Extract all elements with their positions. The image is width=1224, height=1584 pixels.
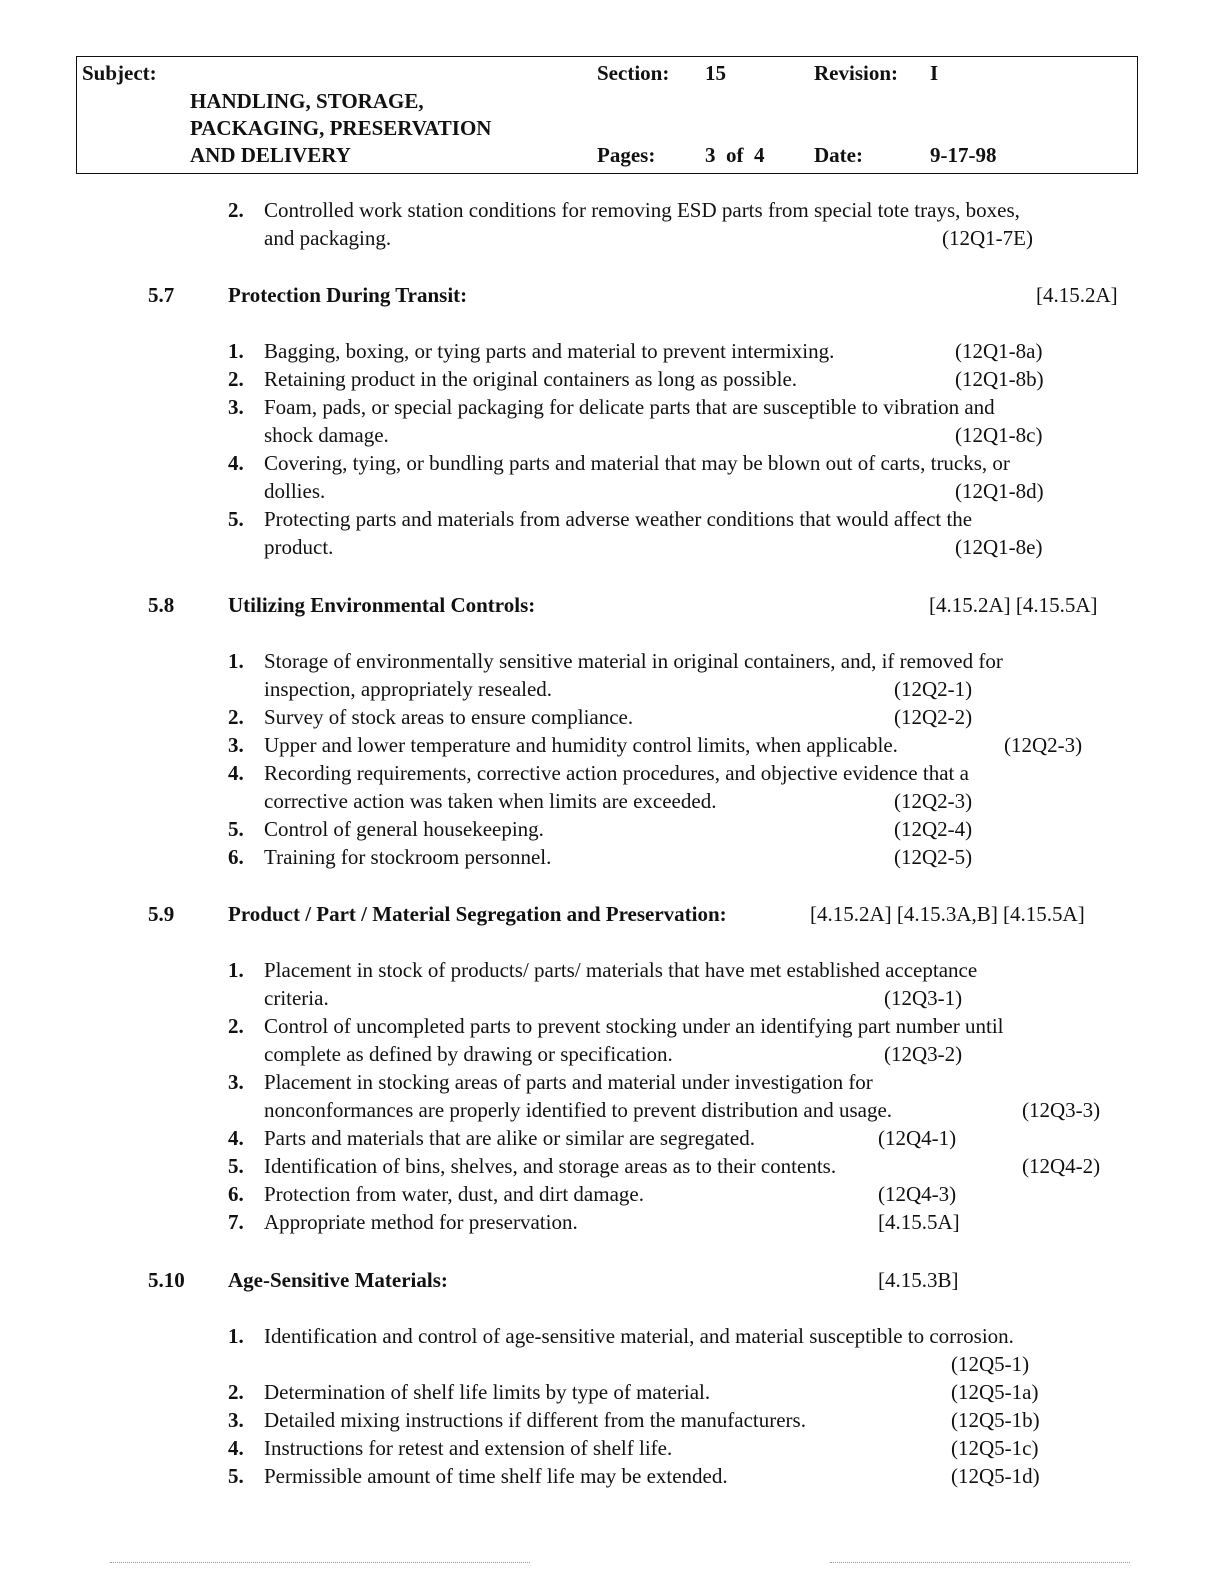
- list-item-ref: (12Q4-2): [1022, 1154, 1101, 1178]
- list-item-ref: [4.15.5A]: [878, 1210, 960, 1234]
- list-item-number: 6.: [228, 845, 244, 869]
- list-item-ref: (12Q1-8c): [955, 423, 1043, 447]
- list-item-number: 1.: [228, 339, 244, 363]
- list-item-ref: (12Q3-2): [884, 1042, 963, 1066]
- list-item-ref: (12Q5-1b): [951, 1408, 1040, 1432]
- list-item-text: Placement in stocking areas of parts and material under investigation for: [264, 1070, 873, 1094]
- subject-line-1: HANDLING, STORAGE,: [190, 89, 424, 113]
- list-item-number: 3.: [228, 1408, 244, 1432]
- list-item-number: 3.: [228, 1070, 244, 1094]
- list-item-text: Bagging, boxing, or tying parts and material to prevent intermixing.: [264, 339, 835, 363]
- list-item-number: 1.: [228, 958, 244, 982]
- list-item-text: nonconformances are properly identified to prevent distribution and usage.: [264, 1098, 893, 1122]
- list-item-text: complete as defined by drawing or specification.: [264, 1042, 673, 1066]
- section-ref: [4.15.2A] [4.15.3A,B] [4.15.5A]: [810, 902, 1085, 926]
- list-item-number: 5.: [228, 1154, 244, 1178]
- list-item-number: 1.: [228, 649, 244, 673]
- list-item-number: 5.: [228, 817, 244, 841]
- list-item-number: 4.: [228, 761, 244, 785]
- list-item-text: Covering, tying, or bundling parts and material that may be blown out of carts, trucks, or: [264, 451, 1010, 475]
- section-value: 15: [705, 61, 726, 85]
- list-item-ref: (12Q2-5): [894, 845, 973, 869]
- list-item-text: Recording requirements, corrective action procedures, and objective evidence that a: [264, 761, 969, 785]
- list-item-text: shock damage.: [264, 423, 389, 447]
- list-item-ref: (12Q5-1c): [951, 1436, 1039, 1460]
- list-item-number: 2.: [228, 198, 244, 222]
- section-number: 5.8: [148, 593, 175, 617]
- list-item-text: product.: [264, 535, 334, 559]
- subject-line-2: PACKAGING, PRESERVATION: [190, 116, 492, 140]
- list-item-ref: (12Q4-3): [878, 1182, 957, 1206]
- list-item-number: 5.: [228, 507, 244, 531]
- section-title: Age-Sensitive Materials:: [228, 1268, 448, 1292]
- list-item-ref: (12Q1-8d): [955, 479, 1044, 503]
- list-item-ref: (12Q5-1a): [951, 1380, 1039, 1404]
- list-item-ref: (12Q2-2): [894, 705, 973, 729]
- section-label: Section:: [597, 61, 670, 85]
- list-item-ref: (12Q2-1): [894, 677, 973, 701]
- list-item-number: 5.: [228, 1464, 244, 1488]
- section-ref: [4.15.2A]: [1036, 283, 1118, 307]
- list-item-ref: (12Q2-3): [894, 789, 973, 813]
- list-item-number: 2.: [228, 705, 244, 729]
- list-item-number: 4.: [228, 451, 244, 475]
- section-number: 5.7: [148, 283, 175, 307]
- list-item-text: Control of uncompleted parts to prevent stocking under an identifying part number until: [264, 1014, 1004, 1038]
- list-item-number: 7.: [228, 1210, 244, 1234]
- list-item-ref: (12Q1-7E): [942, 226, 1033, 250]
- pages-value: 3 of 4: [705, 143, 765, 167]
- list-item-text: Determination of shelf life limits by type of material.: [264, 1380, 711, 1404]
- subject-label: Subject:: [82, 61, 157, 85]
- list-item-text: Storage of environmentally sensitive material in original containers, and, if removed for: [264, 649, 1003, 673]
- list-item-text: Controlled work station conditions for removing ESD parts from special tote trays, boxes,: [264, 198, 1020, 222]
- section-title: Product / Part / Material Segregation and Preservation:: [228, 902, 727, 926]
- list-item-ref: (12Q3-3): [1022, 1098, 1101, 1122]
- list-item-ref: (12Q3-1): [884, 986, 963, 1010]
- list-item-text: Identification of bins, shelves, and storage areas as to their contents.: [264, 1154, 837, 1178]
- list-item-text: Survey of stock areas to ensure compliance.: [264, 705, 634, 729]
- section-ref: [4.15.3B]: [878, 1268, 959, 1292]
- list-item-text: Upper and lower temperature and humidity control limits, when applicable.: [264, 733, 898, 757]
- list-item-number: 1.: [228, 1324, 244, 1348]
- list-item-ref: (12Q4-1): [878, 1126, 957, 1150]
- list-item-text: Appropriate method for preservation.: [264, 1210, 578, 1234]
- list-item-number: 4.: [228, 1126, 244, 1150]
- list-item-text: corrective action was taken when limits are exceeded.: [264, 789, 717, 813]
- date-value: 9-17-98: [930, 143, 997, 167]
- list-item-text: Permissible amount of time shelf life may be extended.: [264, 1464, 728, 1488]
- list-item-ref: (12Q5-1d): [951, 1464, 1040, 1488]
- list-item-ref: (12Q5-1): [951, 1352, 1030, 1376]
- section-ref: [4.15.2A] [4.15.5A]: [929, 593, 1098, 617]
- list-item-text: Foam, pads, or special packaging for delicate parts that are susceptible to vibration and: [264, 395, 995, 419]
- section-number: 5.10: [148, 1268, 185, 1292]
- list-item-text: Protecting parts and materials from adverse weather conditions that would affect the: [264, 507, 973, 531]
- scan-artifact-line: [110, 1562, 530, 1563]
- revision-label: Revision:: [814, 61, 898, 85]
- list-item-text: criteria.: [264, 986, 329, 1010]
- list-item-number: 2.: [228, 1014, 244, 1038]
- list-item-text: inspection, appropriately resealed.: [264, 677, 553, 701]
- list-item-number: 2.: [228, 1380, 244, 1404]
- list-item-ref: (12Q2-3): [1004, 733, 1083, 757]
- list-item-ref: (12Q1-8e): [955, 535, 1043, 559]
- list-item-number: 3.: [228, 733, 244, 757]
- section-number: 5.9: [148, 902, 175, 926]
- list-item-ref: (12Q2-4): [894, 817, 973, 841]
- date-label: Date:: [814, 143, 863, 167]
- list-item-text: dollies.: [264, 479, 326, 503]
- list-item-text: Identification and control of age-sensitive material, and material susceptible to corrosion.: [264, 1324, 1014, 1348]
- list-item-ref: (12Q1-8b): [955, 367, 1044, 391]
- list-item-text: Training for stockroom personnel.: [264, 845, 552, 869]
- list-item-ref: (12Q1-8a): [955, 339, 1043, 363]
- list-item-text: Detailed mixing instructions if different from the manufacturers.: [264, 1408, 806, 1432]
- scan-artifact-line: [830, 1562, 1130, 1563]
- list-item-number: 4.: [228, 1436, 244, 1460]
- list-item-text: Instructions for retest and extension of shelf life.: [264, 1436, 673, 1460]
- subject-line-3: AND DELIVERY: [190, 143, 351, 167]
- list-item-text: Retaining product in the original containers as long as possible.: [264, 367, 798, 391]
- pages-label: Pages:: [597, 143, 656, 167]
- revision-value: I: [930, 61, 939, 85]
- list-item-number: 2.: [228, 367, 244, 391]
- list-item-number: 3.: [228, 395, 244, 419]
- list-item-text: Protection from water, dust, and dirt damage.: [264, 1182, 644, 1206]
- section-title: Protection During Transit:: [228, 283, 468, 307]
- list-item-text: Parts and materials that are alike or similar are segregated.: [264, 1126, 755, 1150]
- list-item-number: 6.: [228, 1182, 244, 1206]
- section-title: Utilizing Environmental Controls:: [228, 593, 536, 617]
- list-item-text: Placement in stock of products/ parts/ materials that have met established acceptance: [264, 958, 978, 982]
- list-item-text: Control of general housekeeping.: [264, 817, 544, 841]
- list-item-text: and packaging.: [264, 226, 392, 250]
